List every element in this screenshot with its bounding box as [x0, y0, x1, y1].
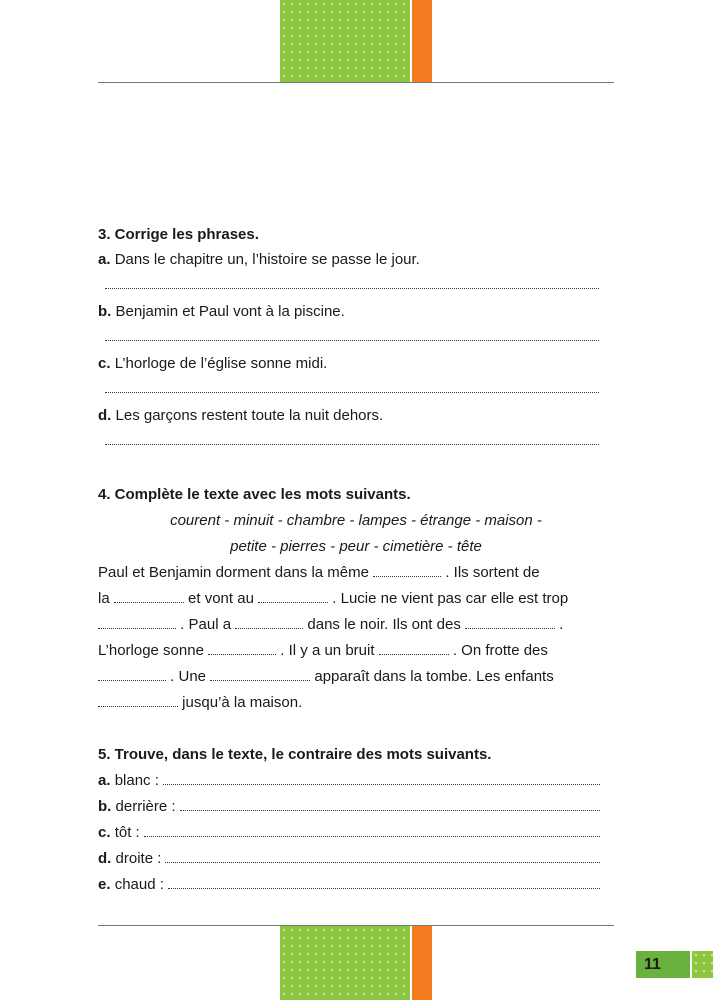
text-line-2: [98, 589, 568, 609]
exercise-5-item-c: [98, 823, 600, 843]
answer-line-d[interactable]: [105, 444, 599, 445]
item-prompt: [98, 875, 168, 895]
blank-7[interactable]: [208, 654, 276, 655]
item-letter: c.: [98, 355, 111, 372]
exercise-4-title: 4. Complète le texte avec les mots suivants.: [98, 486, 411, 503]
exercise-3-item-c: [98, 354, 327, 374]
answer-line-b[interactable]: [105, 340, 599, 341]
blank-4[interactable]: [98, 628, 176, 629]
item-letter: a.: [98, 772, 111, 789]
answer-line[interactable]: [168, 888, 600, 889]
item-letter: b.: [98, 798, 112, 815]
exercise-3-item-d: [98, 406, 383, 426]
text-segment: . Une: [170, 668, 207, 685]
item-text: droite :: [115, 850, 162, 867]
text-segment: . Lucie ne vient pas car elle est trop: [332, 590, 569, 607]
item-letter: a.: [98, 251, 111, 268]
answer-line[interactable]: [163, 784, 600, 785]
answer-line-a[interactable]: [105, 288, 599, 289]
item-text: tôt :: [114, 824, 140, 841]
item-text: Dans le chapitre un, l’histoire se passe le jour.: [114, 251, 420, 268]
text-segment: . Paul a: [180, 616, 232, 633]
exercise-5-item-d: [98, 849, 600, 869]
text-segment: apparaît dans la tombe. Les enfants: [314, 668, 554, 685]
page-number-tail: [692, 951, 713, 978]
text-line-6: [98, 693, 302, 713]
text-line-5: [98, 667, 554, 687]
text-segment: Paul et Benjamin dorment dans la même: [98, 564, 369, 581]
answer-line-c[interactable]: [105, 392, 599, 393]
header-rule: [98, 82, 614, 83]
header-orange-stripe: [412, 0, 432, 82]
item-prompt: [98, 849, 165, 869]
page-number-badge: [636, 951, 690, 978]
item-letter: c.: [98, 824, 111, 841]
text-segment: . Ils sortent de: [445, 564, 540, 581]
header-green-band: [280, 0, 410, 82]
footer-orange-stripe: [412, 926, 432, 1000]
text-segment: .: [559, 616, 564, 633]
answer-line[interactable]: [180, 810, 600, 811]
item-prompt: [98, 823, 144, 843]
item-letter: e.: [98, 876, 111, 893]
answer-line[interactable]: [144, 836, 600, 837]
exercise-5-item-a: [98, 771, 600, 791]
blank-8[interactable]: [379, 654, 449, 655]
blank-11[interactable]: [98, 706, 178, 707]
text-line-4: [98, 641, 548, 661]
item-letter: d.: [98, 850, 112, 867]
item-text: Les garçons restent toute la nuit dehors.: [115, 407, 384, 424]
exercise-5-item-e: [98, 875, 600, 895]
blank-3[interactable]: [258, 602, 328, 603]
text-segment: et vont au: [188, 590, 254, 607]
text-segment: . On frotte des: [452, 642, 548, 659]
text-line-1: [98, 563, 540, 583]
exercise-3-item-a: [98, 250, 420, 270]
text-segment: jusqu’à la maison.: [182, 694, 303, 711]
item-text: derrière :: [115, 798, 176, 815]
exercise-3-title: 3. Corrige les phrases.: [98, 226, 259, 243]
answer-line[interactable]: [165, 862, 600, 863]
blank-10[interactable]: [210, 680, 310, 681]
exercise-5-item-b: [98, 797, 600, 817]
blank-2[interactable]: [114, 602, 184, 603]
item-letter: b.: [98, 303, 112, 320]
blank-6[interactable]: [465, 628, 555, 629]
word-bank-line-2: petite - pierres - peur - cimetière - tête: [230, 538, 482, 555]
text-segment: la: [98, 590, 110, 607]
item-prompt: [98, 771, 163, 791]
item-text: L’horloge de l’église sonne midi.: [114, 355, 328, 372]
text-segment: . Il y a un bruit: [280, 642, 375, 659]
item-prompt: [98, 797, 180, 817]
text-segment: L’horloge sonne: [98, 642, 204, 659]
blank-1[interactable]: [373, 576, 441, 577]
item-text: chaud :: [114, 876, 164, 893]
text-segment: dans le noir. Ils ont des: [307, 616, 461, 633]
blank-5[interactable]: [235, 628, 303, 629]
page-number: 11: [644, 956, 661, 973]
item-text: blanc :: [114, 772, 159, 789]
blank-9[interactable]: [98, 680, 166, 681]
item-letter: d.: [98, 407, 112, 424]
text-line-3: [98, 615, 563, 635]
footer-green-band: [280, 926, 410, 1000]
exercise-5-title: 5. Trouve, dans le texte, le contraire des mots suivants.: [98, 746, 492, 763]
word-bank-line-1: courent - minuit - chambre - lampes - étrange - maison -: [170, 512, 542, 529]
item-text: Benjamin et Paul vont à la piscine.: [115, 303, 345, 320]
exercise-3-item-b: [98, 302, 345, 322]
